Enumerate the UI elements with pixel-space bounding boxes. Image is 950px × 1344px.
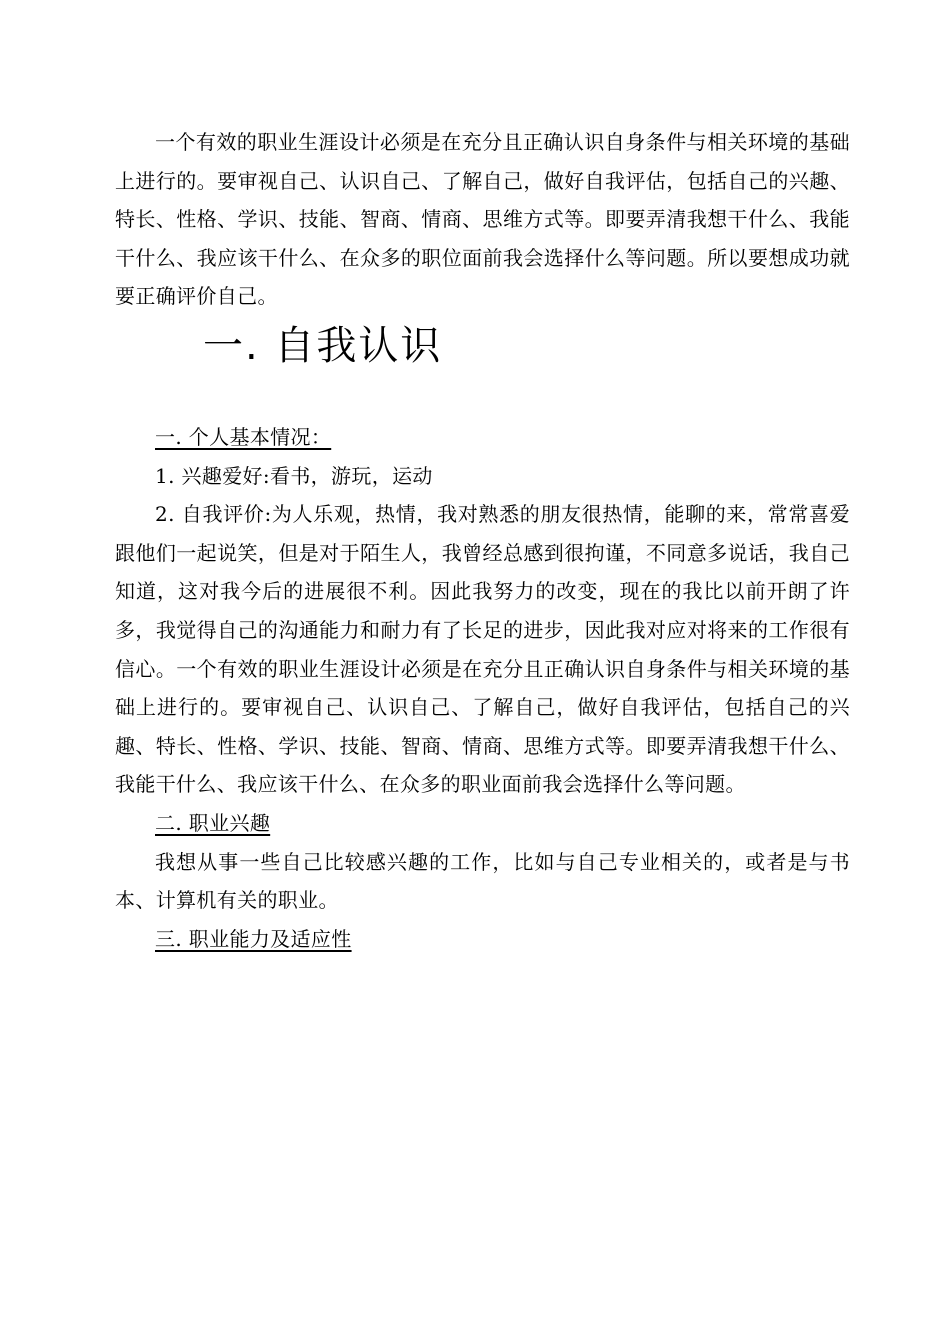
spacer — [115, 374, 850, 418]
intro-paragraph: 一个有效的职业生涯设计必须是在充分且正确认识自身条件与相关环境的基础上进行的。要审视自己、认识自己、了解自己，做好自我评估，包括自己的兴趣、特长、性格、学识、技能、智商、情商、思维方式等。即要弄清我想干什么、我能干什么、我应该干什么、在众多的职位面前我会选择什么等问题。所以要想成功就要正确评价自己。 — [115, 130, 850, 309]
self-evaluation-item: 2. 自我评价:为人乐观，热情，我对熟悉的朋友很热情，能聊的来，常常喜爱跟他们一起说笑，但是对于陌生人，我曾经总感到很拘谨，不同意多说话，我自己知道，这对我今后的进展很不利。因此我努力的改变，现在的我比以前开朗了许多，我觉得自己的沟通能力和耐力有了长足的进步，因此我对应对将来的工作很有信心。一个有效的职业生涯设计必须是在充分且正确认识自身条件与相关环境的基础上进行的。要审视自己、认识自己、了解自己，做好自我评估，包括自己的兴趣、特长、性格、学识、技能、智商、情商、思维方式等。即要弄清我想干什么、我能干什么、我应该干什么、在众多的职业面前我会选择什么等问题。 — [115, 502, 850, 797]
subsection-career-ability-title: 三. 职业能力及适应性 — [155, 926, 352, 951]
subsection-basic-info-title: 一. 个人基本情况： — [155, 424, 332, 449]
document-page — [115, 123, 850, 958]
section-title: 一. 自我认识 — [203, 322, 443, 369]
interests-item: 1. 兴趣爱好:看书，游玩，运动 — [155, 463, 433, 488]
career-interest-text: 我想从事一些自己比较感兴趣的工作，比如与自己专业相关的，或者是与书本、计算机有关的职业。 — [115, 849, 850, 913]
subsection-career-interest-title: 二. 职业兴趣 — [155, 810, 271, 835]
